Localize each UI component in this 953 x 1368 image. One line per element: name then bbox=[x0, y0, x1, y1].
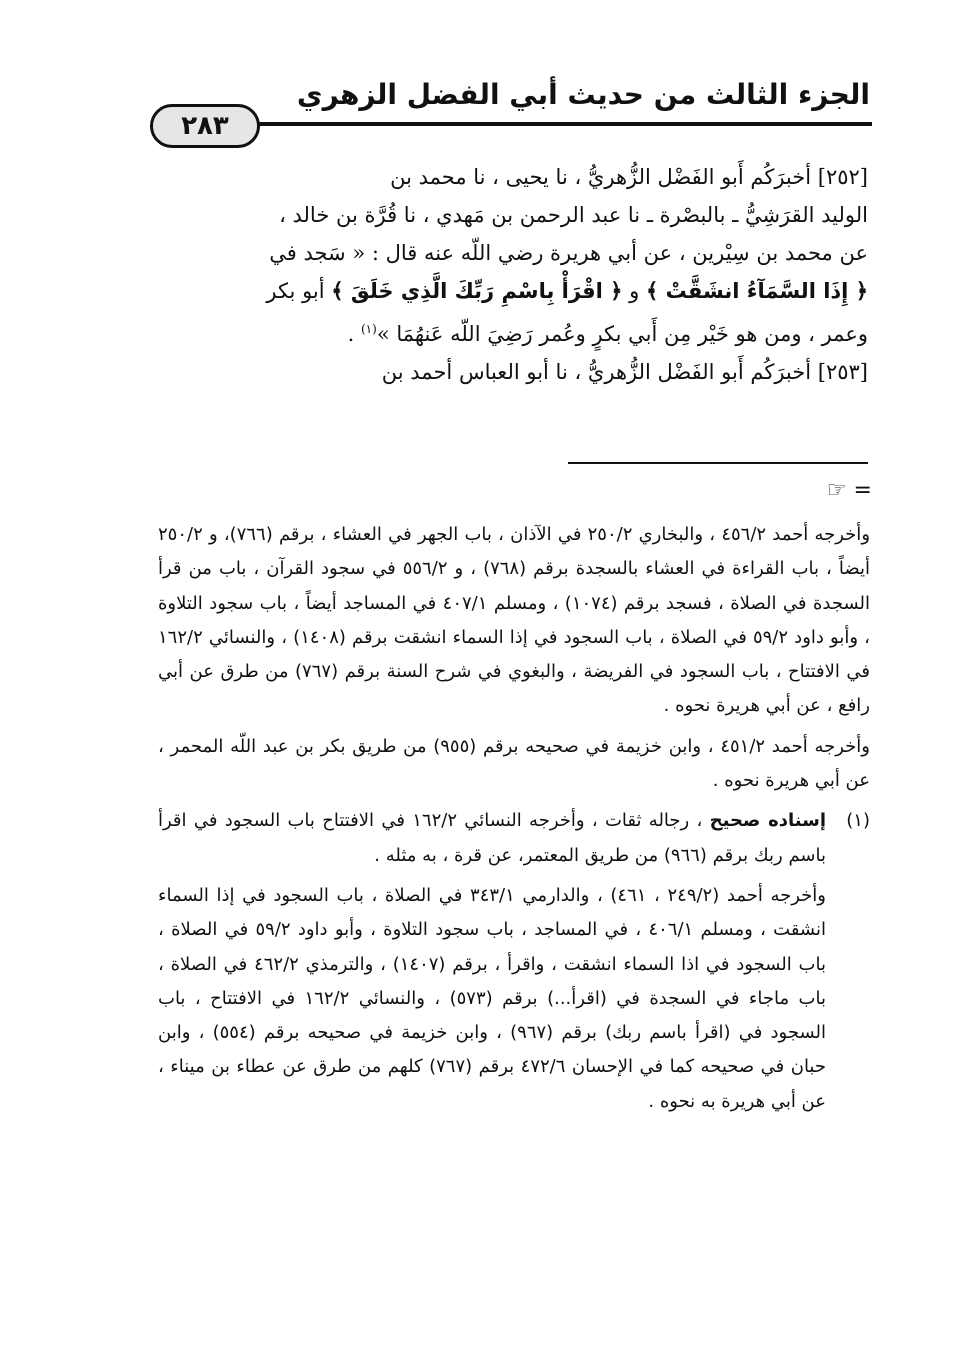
footnote-1-text: ، رجاله ثقات ، وأخرجه النسائي ١٦٢/٢ في الافتتاح باب السجود في اقرأ باسم ربك برقم (٩٦٦) من طريق المعتمر، عن قرة ، به مثله . bbox=[158, 810, 826, 866]
hadith-252-line-2: الوليد القرَشِيُّ ـ بالبصْرة ـ نا عبد الرحمن بن مَهدي ، نا قُرَّة بن خالد ، bbox=[279, 203, 868, 227]
main-text bbox=[158, 158, 868, 391]
hadith-252-line-5: وعمر ، ومن هو خَيْر مِن أَبي بكرٍ وعُمر رَضِيَ اللّه عَنهُمَا »$^{(١)}$ . bbox=[347, 322, 868, 346]
footnote-1-grading: إسناده صحيح bbox=[709, 810, 827, 832]
footnote-continuation-para-1: وأخرجه أحمد ٤٥٦/٢ ، والبخاري ٢٥٠/٢ في الآذان ، باب الجهر في العشاء ، برقم (٧٦٦)، و ٢٥٠/٢ أيضاً ، باب القراءة في العشاء بالسجدة برقم (٧٦٨) ، و ٥٥٦/٢ في سجود القرآن ، باب من قرأ السجدة في الصلاة ، فسجد برقم (١٠٧٤) ، ومسلم ٤٠٧/١ في المساجد أيضاً ، باب سجود التلاوة ، وأبو داود ٥٩/٢ في الصلاة ، باب السجود في إذا السماء انشقت برقم (١٤٠٨) ، والنسائي ١٦٢/٢ في الافتتاح ، باب السجود في الفريضة ، والبغوي في شرح السنة برقم (٧٦٧) من طرق عن أبي رافع ، عن أبي هريرة نحوه . bbox=[158, 524, 871, 717]
hadith-252-line-5-text: وعمر ، ومن هو خَيْر مِن أَبي بكرٍ وعُمر رَضِيَ اللّه عَنهُمَا » bbox=[376, 322, 868, 346]
footnote-1-marker: (١) bbox=[846, 810, 870, 832]
hadith-253: [٢٥٣] أخبرَكُم أَبو الفَضْل الزُّهريُّ ، نا أبو العباس أحمد بن bbox=[381, 360, 868, 384]
footnotes bbox=[158, 518, 870, 1119]
page-number-badge: ٢٨٣ bbox=[150, 104, 260, 148]
footnote-separator bbox=[568, 462, 868, 464]
quran-verse-inshiqaq: ﴿ إِذَا السَّمَآءُ انشَقَّتْ ﴾ bbox=[646, 279, 868, 303]
quran-verse-alaq: ﴿ اقْرَأْ بِاسْمِ رَبِّكَ الَّذِي خَلَقَ ﴾ bbox=[331, 279, 623, 303]
footnote-1-body bbox=[158, 804, 826, 1119]
hadith-252-line-3: عن محمد بن سِيْرين ، عن أبي هريرة رضي اللّه عنه قال : « سَجد في bbox=[269, 241, 868, 265]
footnote-continuation-para-2: وأخرجه أحمد ٤٥١/٢ ، وابن خزيمة في صحيحه برقم (٩٥٥) من طريق بكر بن عبد اللّه المحمر ، عن أبي هريرة نحوه . bbox=[158, 735, 871, 792]
footnote-1 bbox=[158, 804, 870, 1119]
header-rule bbox=[240, 122, 872, 126]
footnote-ref-1: (١) bbox=[360, 322, 377, 336]
hadith-252-line-4 bbox=[158, 272, 868, 310]
footnote-1-para-2: وأخرجه أحمد (٢٤٩/٢ ، ٤٦١) ، والدارمي ٣٤٣/١ في الصلاة ، باب السجود في إذا السماء انشقت ، ومسلم ٤٠٦/١ ، في المساجد ، باب سجود التلاوة ، وأبو داود ٥٩/٢ في الصلاة ، باب السجود في اذا السماء انشقت ، واقرأ ، برقم (١٤٠٧) ، والترمذي ٤٦٢/٢ في الصلاة ، باب ماجاء في السجدة في (اقرأ...) برقم (٥٧٣) ، والنسائي ١٦٢/٢ في الافتتاح ، باب السجود في (اقرأ باسم ربك) برقم (٩٦٧) ، وابن خزيمة في صحيحه برقم (٥٥٤) ، وابن حبان في صحيحه كما في الإحسان ٤٧٢/٦ برقم (٧٦٧) كلهم من طرق عن عطاء بن ميناء ، عن أبي هريرة به نحوه . bbox=[158, 884, 826, 1112]
hadith-252-line-4-tail: أبو بكر bbox=[266, 279, 325, 303]
hadith-252-line-1: [٢٥٢] أخبرَكُم أَبو الفَضْل الزُّهريُّ ، نا يحيى ، نا محمد بن bbox=[390, 165, 868, 189]
continuation-mark: = ☞ bbox=[826, 478, 872, 503]
running-header-title: الجزء الثالث من حديث أبي الفضل الزهري bbox=[296, 78, 870, 111]
conjunction: و bbox=[629, 279, 640, 303]
